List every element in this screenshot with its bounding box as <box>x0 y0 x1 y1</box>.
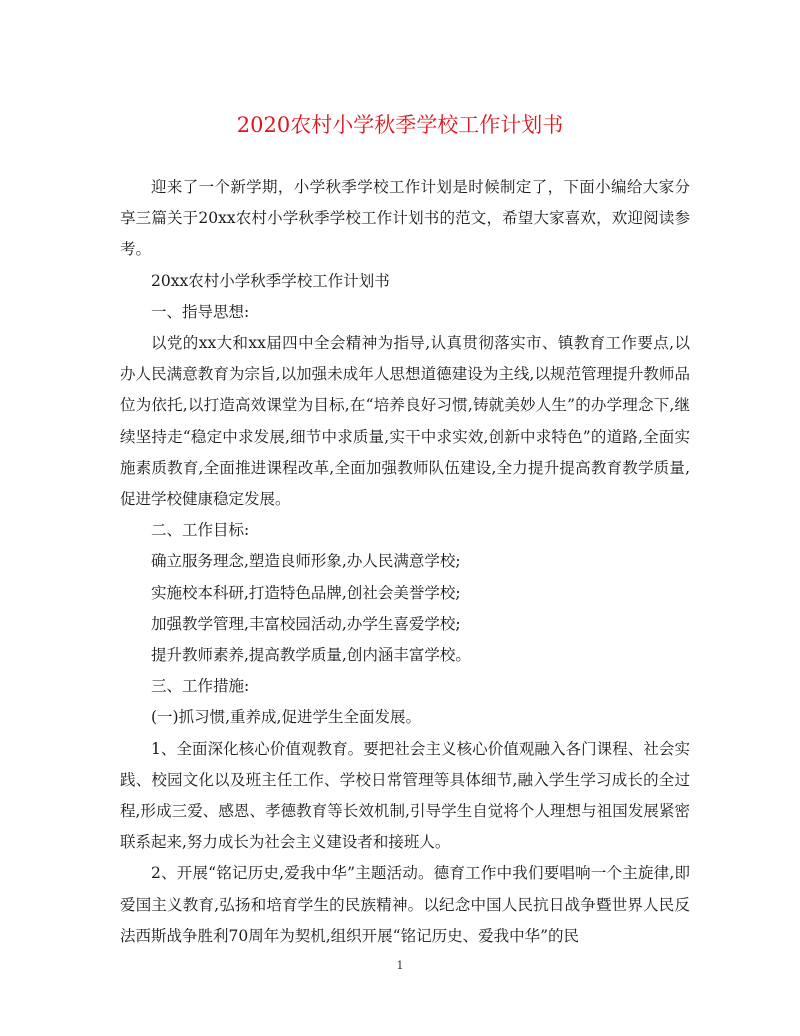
document-title: 2020农村小学秋季学校工作计划书 <box>236 113 564 137</box>
measure-subheading: (一)抓习惯,重养成,促进学生全面发展。 <box>151 708 421 727</box>
goal-item: 确立服务理念,塑造良师形象,办人民满意学校; <box>151 552 461 571</box>
subtitle-line: 20xx农村小学秋季学校工作计划书 <box>151 271 390 290</box>
section-heading-guiding-thought: 一、指导思想: <box>151 302 250 321</box>
intro-paragraph: 迎来了一个新学期，小学秋季学校工作计划是时候制定了，下面小编给大家分享三篇关于20xx农村小学秋季学校工作计划书的范文，希望大家喜欢，欢迎阅读参考。 <box>120 178 690 259</box>
document-body <box>120 172 690 952</box>
goal-item: 提升教师素养,提高教学质量,创内涵丰富学校。 <box>151 646 471 665</box>
goal-item: 实施校本科研,打造特色品牌,创社会美誉学校; <box>151 583 461 602</box>
page-number: 1 <box>396 959 404 972</box>
measure-paragraph: 2、开展“铭记历史,爱我中华”主题活动。德育工作中我们要唱响一个主旋律,即爱国主义教育,弘扬和培育学生的民族精神。以纪念中国人民抗日战争暨世界人民反法西斯战争胜利70周年为契机,组织开展“铭记历史、爱我中华”的民 <box>120 864 690 945</box>
guiding-thought-paragraph: 以党的xx大和xx届四中全会精神为指导,认真贯彻落实市、镇教育工作要点,以办人民满意教育为宗旨,以加强未成年人思想道德建设为主线,以规范管理提升教师品位为依托,以打造高效课堂为目标,在“培养良好习惯,铸就美妙人生”的办学理念下,继续坚持走“稳定中求发展,细节中求质量,实干中求实效,创新中求特色”的道路,全面实施素质教育,全面推进课程改革,全面加强教师队伍建设,全力提升提高教育教学质量,促进学校健康稳定发展。 <box>120 334 690 509</box>
section-heading-work-goals: 二、工作目标: <box>151 521 250 540</box>
goal-item: 加强教学管理,丰富校园活动,办学生喜爱学校; <box>151 614 461 633</box>
measure-paragraph: 1、全面深化核心价值观教育。要把社会主义核心价值观融入各门课程、社会实践、校园文化以及班主任工作、学校日常管理等具体细节,融入学生学习成长的全过程,形成三爱、感恩、孝德教育等长效机制,引导学生自觉将个人理想与祖国发展紧密联系起来,努力成长为社会主义建设者和接班人。 <box>120 739 690 852</box>
section-heading-work-measures: 三、工作措施: <box>151 677 250 696</box>
